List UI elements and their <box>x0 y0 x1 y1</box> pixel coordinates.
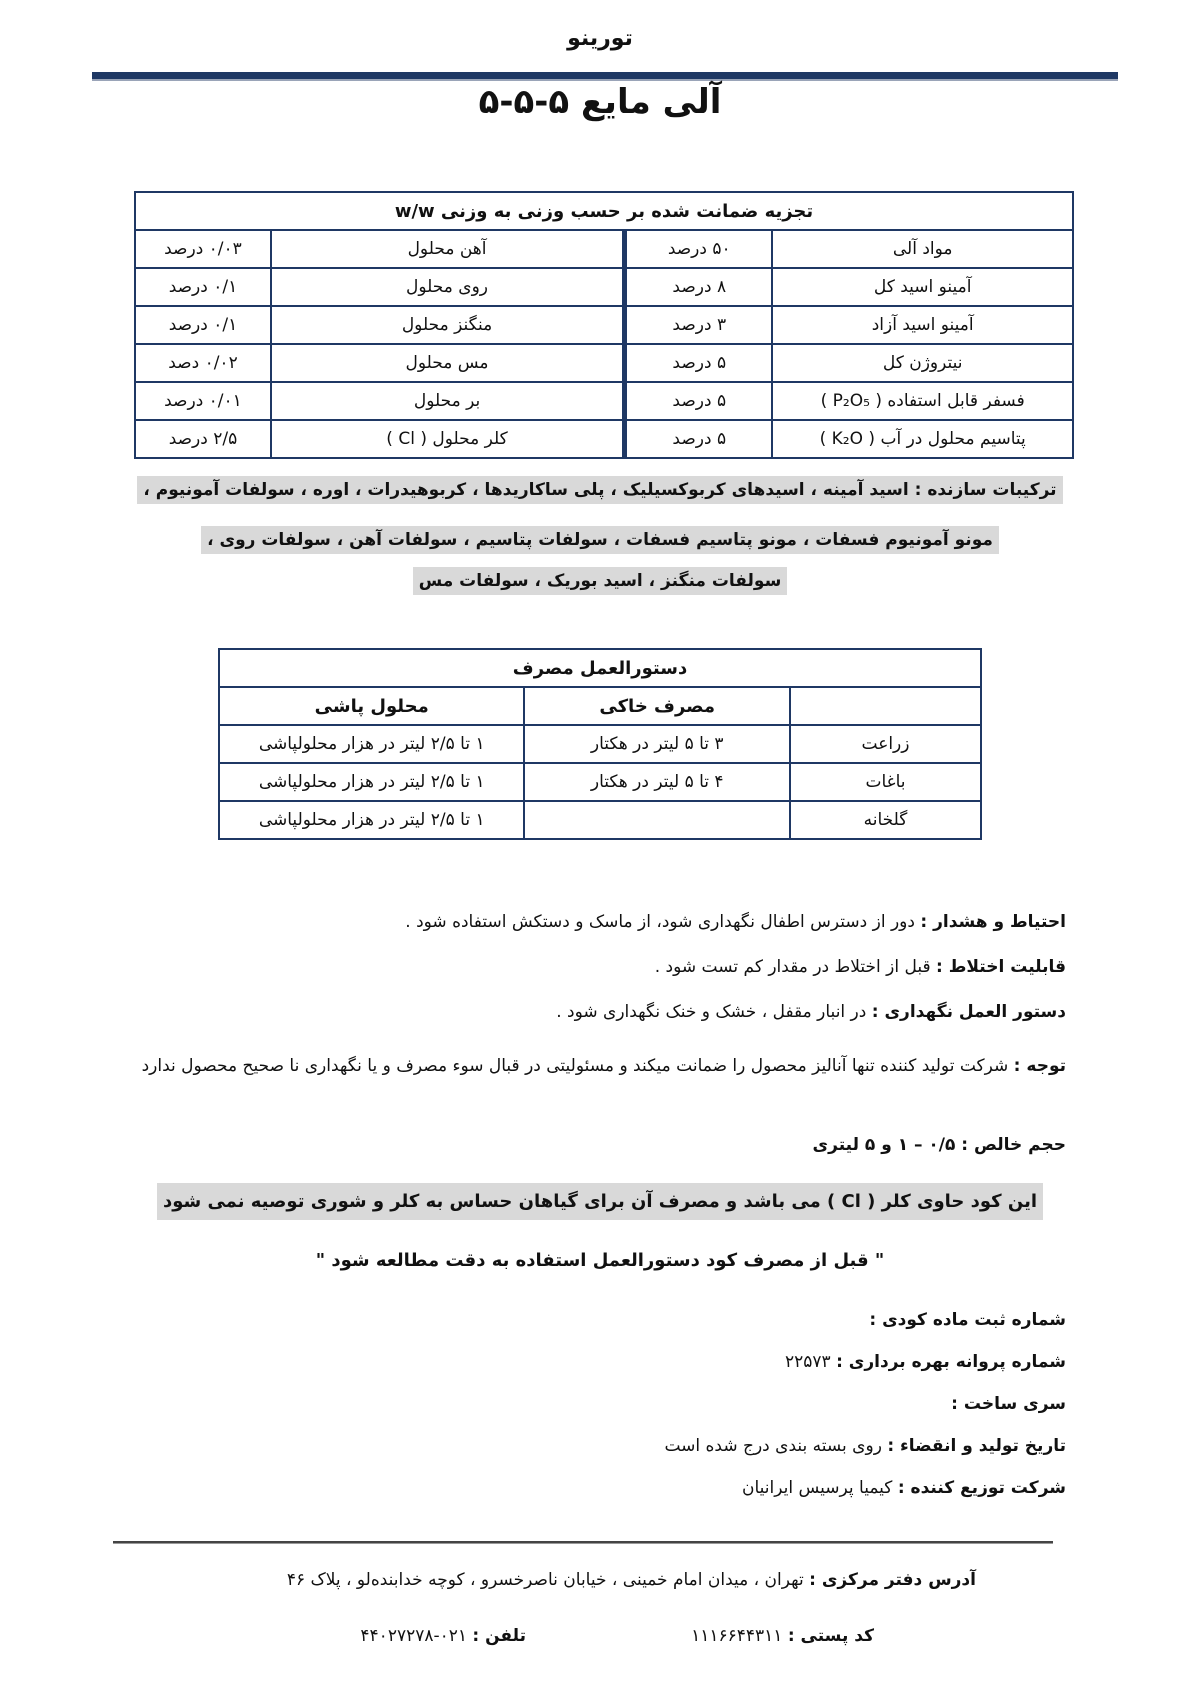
note-text: شرکت تولید کننده تنها آنالیز محصول را ضمانت میکند و مسئولیتی در قبال سوء مصرف و یا نگهداری نا صحیح محصول ندارد <box>141 1056 1014 1076</box>
distributor <box>126 1475 1066 1501</box>
license-value: ۲۲۵۷۳ <box>785 1352 837 1372</box>
analysis-name: نیتروژن کل <box>772 344 1073 382</box>
analysis-value: ۸ درصد <box>625 268 773 306</box>
ingredients-line-1 <box>0 480 1200 500</box>
storage-label: دستور العمل نگهداری : <box>871 1002 1066 1022</box>
phone-number <box>360 1626 526 1646</box>
mix-text: قبل از اختلاط در مقدار کم تست شود . <box>654 957 936 977</box>
ingredients-text: ترکیبات سازنده : اسید آمینه ، اسیدهای کربوکسیلیک ، پلی ساکاریدها ، کربوهیدرات ، اوره ، سولفات آمونیوم ، <box>137 476 1062 504</box>
distributor-label: شرکت توزیع کننده : <box>897 1478 1066 1498</box>
usage-soil: ۴ تا ۵ لیتر در هکتار <box>524 763 790 801</box>
net-volume: حجم خالص : ۰/۵ – ۱ و ۵ لیتری <box>812 1135 1066 1155</box>
analysis-name: مس محلول <box>271 344 625 382</box>
series-label: سری ساخت : <box>951 1394 1066 1414</box>
table-row <box>219 763 981 801</box>
address-label: آدرس دفتر مرکزی : <box>809 1570 976 1590</box>
registration-number <box>126 1307 1066 1333</box>
analysis-value: ۳ درصد <box>625 306 773 344</box>
license-label: شماره پروانه بهره برداری : <box>836 1352 1066 1372</box>
registration-label: شماره ثبت ماده کودی : <box>869 1310 1066 1330</box>
analysis-name: منگنز محلول <box>271 306 625 344</box>
storage-text: در انبار مقفل ، خشک و خنک نگهداری شود . <box>556 1002 872 1022</box>
header-rule <box>92 72 1118 79</box>
analysis-value: ۵۰ درصد <box>625 230 773 268</box>
usage-table <box>218 648 982 840</box>
ingredients-line-2 <box>0 530 1200 550</box>
analysis-value: ۰/۱ درصد <box>135 306 271 344</box>
table-row <box>219 801 981 839</box>
postal-value: ۱۱۱۶۶۴۴۳۱۱ <box>691 1626 788 1646</box>
dates-label: تاریخ تولید و انقضاء : <box>887 1436 1066 1456</box>
table-row <box>135 420 1073 458</box>
table-row <box>135 344 1073 382</box>
caution-text: دور از دسترس اطفال نگهداری شود، از ماسک و دستکش استفاده شود . <box>405 912 921 932</box>
analysis-value: ۵ درصد <box>625 420 773 458</box>
postal-code <box>691 1626 874 1646</box>
table-row <box>219 725 981 763</box>
mix-note <box>126 954 1066 980</box>
table-row <box>135 230 1073 268</box>
caution-note <box>126 909 1066 935</box>
analysis-name: بر محلول <box>271 382 625 420</box>
office-address <box>287 1570 976 1590</box>
product-title: آلی مایع ۵-۵-۵ <box>478 82 722 122</box>
storage-note <box>126 999 1066 1025</box>
table-header-row <box>219 687 981 725</box>
analysis-name: مواد آلی <box>772 230 1073 268</box>
usage-spray: ۱ تا ۲/۵ لیتر در هزار محلولپاشی <box>219 725 524 763</box>
analysis-value: ۰/۱ درصد <box>135 268 271 306</box>
usage-caption: دستورالعمل مصرف <box>219 649 981 687</box>
analysis-caption: تجزیه ضمانت شده بر حسب وزنی به وزنی w/w <box>135 192 1073 230</box>
chlorine-warning-text: این کود حاوی کلر ( Cl ) می باشد و مصرف آن برای گیاهان حساس به کلر و شوری توصیه نمی شود <box>157 1183 1043 1220</box>
table-row <box>135 306 1073 344</box>
analysis-value: ۰/۰۲ دصد <box>135 344 271 382</box>
column-header-soil: مصرف خاکی <box>524 687 790 725</box>
production-dates <box>126 1433 1066 1459</box>
analysis-name: کلر محلول ( Cl ) <box>271 420 625 458</box>
analysis-name: آهن محلول <box>271 230 625 268</box>
address-value: تهران ، میدان امام خمینی ، خیابان ناصرخسرو ، کوچه خدابنده‌لو ، پلاک ۴۶ <box>286 1570 810 1590</box>
table-row <box>135 382 1073 420</box>
brand-name: تورینو <box>567 26 633 51</box>
footer-rule <box>113 1541 1053 1543</box>
analysis-name: آمینو اسید کل <box>772 268 1073 306</box>
read-instructions: " قبل از مصرف کود دستورالعمل استفاده به دقت مطالعه شود " <box>315 1250 885 1271</box>
analysis-table <box>134 191 1074 459</box>
analysis-value: ۵ درصد <box>625 344 773 382</box>
column-header-crop <box>790 687 981 725</box>
ingredients-line-3 <box>0 571 1200 591</box>
analysis-name: پتاسیم محلول در آب ( K₂O ) <box>772 420 1073 458</box>
analysis-name: روی محلول <box>271 268 625 306</box>
phone-label: تلفن : <box>472 1626 526 1646</box>
license-number <box>126 1349 1066 1375</box>
disclaimer-note <box>126 1044 1066 1088</box>
usage-soil: ۳ تا ۵ لیتر در هکتار <box>524 725 790 763</box>
analysis-name: آمینو اسید آزاد <box>772 306 1073 344</box>
usage-crop: باغات <box>790 763 981 801</box>
chlorine-warning <box>0 1191 1200 1212</box>
batch-series <box>126 1391 1066 1417</box>
analysis-value: ۰/۰۳ درصد <box>135 230 271 268</box>
usage-spray: ۱ تا ۲/۵ لیتر در هزار محلولپاشی <box>219 763 524 801</box>
usage-crop: گلخانه <box>790 801 981 839</box>
caution-label: احتیاط و هشدار : <box>920 912 1066 932</box>
mix-label: قابلیت اختلاط : <box>936 957 1066 977</box>
analysis-value: ۲/۵ درصد <box>135 420 271 458</box>
analysis-value: ۰/۰۱ درصد <box>135 382 271 420</box>
ingredients-text: مونو آمونیوم فسفات ، مونو پتاسیم فسفات ، سولفات پتاسیم ، سولفات آهن ، سولفات روی ، <box>201 526 999 554</box>
usage-crop: زراعت <box>790 725 981 763</box>
postal-label: کد پستی : <box>787 1626 874 1646</box>
distributor-value: کیمیا پرسیس ایرانیان <box>741 1478 898 1498</box>
ingredients-text: سولفات منگنز ، اسید بوریک ، سولفات مس <box>413 567 788 595</box>
analysis-value: ۵ درصد <box>625 382 773 420</box>
usage-soil <box>524 801 790 839</box>
usage-spray: ۱ تا ۲/۵ لیتر در هزار محلولپاشی <box>219 801 524 839</box>
table-row <box>135 268 1073 306</box>
dates-value: روی بسته بندی درج شده است <box>664 1436 888 1456</box>
phone-value: ۰۲۱-۴۴۰۲۷۲۷۸ <box>360 1626 473 1646</box>
analysis-name: فسفر قابل استفاده ( P₂O₅ ) <box>772 382 1073 420</box>
column-header-spray: محلول پاشی <box>219 687 524 725</box>
note-label: توجه : <box>1013 1056 1066 1076</box>
